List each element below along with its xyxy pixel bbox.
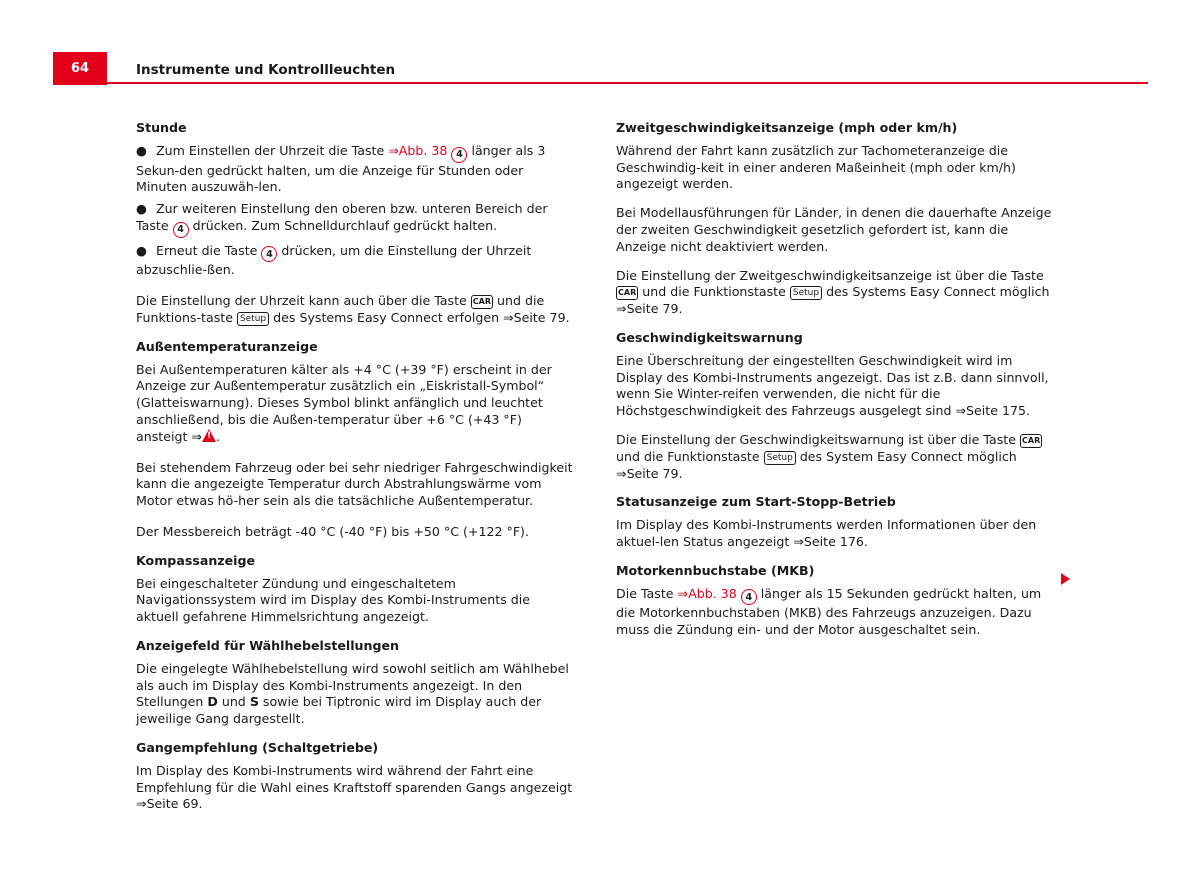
heading-zweitgeschwindigkeit: Zweitgeschwindigkeitsanzeige (mph oder km/h) (616, 120, 958, 135)
section-geschwindigkeitswarnung (616, 330, 1061, 482)
paragraph: Während der Fahrt kann zusätzlich zur Tachometeranzeige die Geschwindig-keit in einer anderen Maßeinheit (mph oder km/h) angezeigt werden. (616, 142, 1016, 192)
paragraph: Die Einstellung der Uhrzeit kann auch über die Taste CAR und die Funktions-taste Setup des Systems Easy Connect erfolgen ⇒Seite 79. (136, 293, 570, 326)
section-mkb (616, 563, 1061, 639)
section-start-stopp (616, 494, 1061, 550)
paragraph: Bei eingeschalteter Zündung und eingeschaltetem Navigationssystem wird im Display des Kombi-Instruments die aktuell gefahrene Himmelsrichtung angezeigt. (136, 575, 531, 625)
paragraph: Im Display des Kombi-Instruments wird während der Fahrt eine Empfehlung für die Wahl eines Kraftstoff sparenden Gangs angezeigt ⇒Seite 69. (136, 762, 573, 812)
section-gangempfehlung (136, 740, 576, 813)
heading-start-stopp: Statusanzeige zum Start-Stopp-Betrieb (616, 494, 896, 510)
heading-stunde: Stunde (136, 120, 187, 135)
button-4-icon: 4 (173, 222, 189, 238)
continue-arrow-icon (1061, 573, 1070, 585)
left-column (136, 120, 576, 825)
heading-mkb: Motorkennbuchstabe (MKB) (616, 562, 815, 578)
bullet-icon: ● (136, 142, 147, 158)
heading-kompass: Kompassanzeige (136, 552, 256, 568)
bullet-icon: ● (136, 201, 147, 217)
paragraph: Bei Modellausführungen für Länder, in denen die dauerhafte Anzeige der zweiten Geschwindigkeit gesetzlich gefordert ist, kann die Anzeige nicht deaktiviert werden. (616, 205, 1052, 254)
page-link[interactable]: ⇒Seite 176. (793, 533, 868, 549)
bullet-item: ● Erneut die Taste 4 drücken, um die Einstellung der Uhrzeit abzuschlie-ßen. (136, 242, 532, 278)
right-column (616, 120, 1061, 651)
button-4-icon: 4 (451, 147, 467, 163)
paragraph: Bei stehendem Fahrzeug oder bei sehr niedriger Fahrgeschwindigkeit kann die angezeigte Temperatur durch Abstrahlungswärme vom Motor etwas hö-her sein als die tatsächliche Außentemperatur. (136, 459, 573, 509)
chapter-title: Instrumente und Kontrollleuchten (136, 62, 396, 78)
button-4-icon: 4 (261, 246, 277, 262)
page-link[interactable]: ⇒Seite 175. (955, 403, 1031, 419)
page-link[interactable]: ⇒Seite 79. (616, 301, 683, 317)
page-link[interactable]: ⇒Seite 79. (616, 465, 683, 481)
paragraph: Eine Überschreitung der eingestellten Geschwindigkeit wird im Display des Kombi-Instruments angezeigt. Das ist z.B. dann sinnvoll, wenn Sie Winter-reifen verwenden, die nicht für die Höchstgeschwindigkeit des Fahrzeugs ausgelegt sind ⇒Seite 175. (616, 352, 1049, 419)
figure-link[interactable]: ⇒Abb. 38 (677, 585, 737, 601)
setup-key-icon: Setup (764, 451, 796, 465)
section-kompass (136, 553, 576, 626)
car-key-icon: CAR (1020, 434, 1042, 448)
section-zweitgeschwindigkeit (616, 120, 1061, 318)
bullet-item: ● Zum Einstellen der Uhrzeit die Taste ⇒Abb. 38 4 länger als 3 Sekun-den gedrückt halten, um die Anzeige für Stunden oder Minuten auszuwäh-len. (136, 142, 546, 195)
car-key-icon: CAR (471, 295, 493, 309)
heading-geschwindigkeitswarnung: Geschwindigkeitswarnung (616, 329, 803, 345)
page-link[interactable]: ⇒Seite 79. (503, 310, 570, 326)
page-link[interactable]: ⇒Seite 69. (136, 796, 203, 812)
paragraph: Im Display des Kombi-Instruments werden Informationen über den aktuel-len Status angezeigt ⇒Seite 176. (616, 517, 1037, 549)
section-stunde (136, 120, 576, 327)
paragraph: Die Einstellung der Zweitgeschwindigkeitsanzeige ist über die Taste CAR und die Funktionstaste Setup des Systems Easy Connect möglich ⇒Seite 79. (616, 267, 1050, 317)
heading-aussentemperatur: Außentemperaturanzeige (136, 338, 318, 354)
heading-waehlhebel: Anzeigefeld für Wählhebelstellungen (136, 637, 399, 653)
heading-gangempfehlung: Gangempfehlung (Schaltgetriebe) (136, 739, 379, 755)
warning-icon (202, 429, 216, 442)
section-aussentemperatur (136, 339, 576, 541)
setup-key-icon: Setup (790, 286, 822, 300)
button-4-icon: 4 (741, 589, 757, 605)
paragraph: Bei Außentemperaturen kälter als +4 °C (+39 °F) erscheint in der Anzeige zur Außentemperatur zusätzlich ein „Eiskristall-Symbol“ (Glatteiswarnung). Dieses Symbol blinkt anfänglich und leuchtet anschließend, bis die Außen-temperatur über +6 °C (+43 °F) ansteigt ⇒! . (136, 362, 576, 446)
header-rule (107, 82, 1148, 84)
paragraph: Die eingelegte Wählhebelstellung wird sowohl seitlich am Wählhebel als auch im Display des Kombi-Instruments angezeigt. In den Stellungen D und S sowie bei Tiptronic wird im Display auch der jeweilige Gang dargestellt. (136, 660, 569, 727)
bullet-item: ● Zur weiteren Einstellung den oberen bzw. unteren Bereich der Taste 4 drücken. Zum Schnelldurchlauf gedrückt halten. (136, 201, 576, 238)
bullet-icon: ● (136, 242, 147, 258)
paragraph: Der Messbereich beträgt -40 °C (-40 °F) bis +50 °C (+122 °F). (136, 524, 529, 539)
section-waehlhebel (136, 638, 576, 728)
figure-link[interactable]: ⇒Abb. 38 (388, 142, 448, 158)
paragraph: Die Einstellung der Geschwindigkeitswarnung ist über die Taste CAR und die Funktionstaste Setup des System Easy Connect möglich ⇒Seite 79. (616, 431, 1041, 481)
car-key-icon: CAR (616, 286, 638, 300)
page-number: 64 (53, 52, 107, 85)
paragraph: Die Taste ⇒Abb. 38 4 länger als 15 Sekunden gedrückt halten, um die Motorkennbuchstaben (MKB) des Fahrzeugs anzuzeigen. Dazu muss die Zündung ein- und der Motor ausgeschaltet sein. (616, 585, 1042, 638)
setup-key-icon: Setup (237, 312, 269, 326)
